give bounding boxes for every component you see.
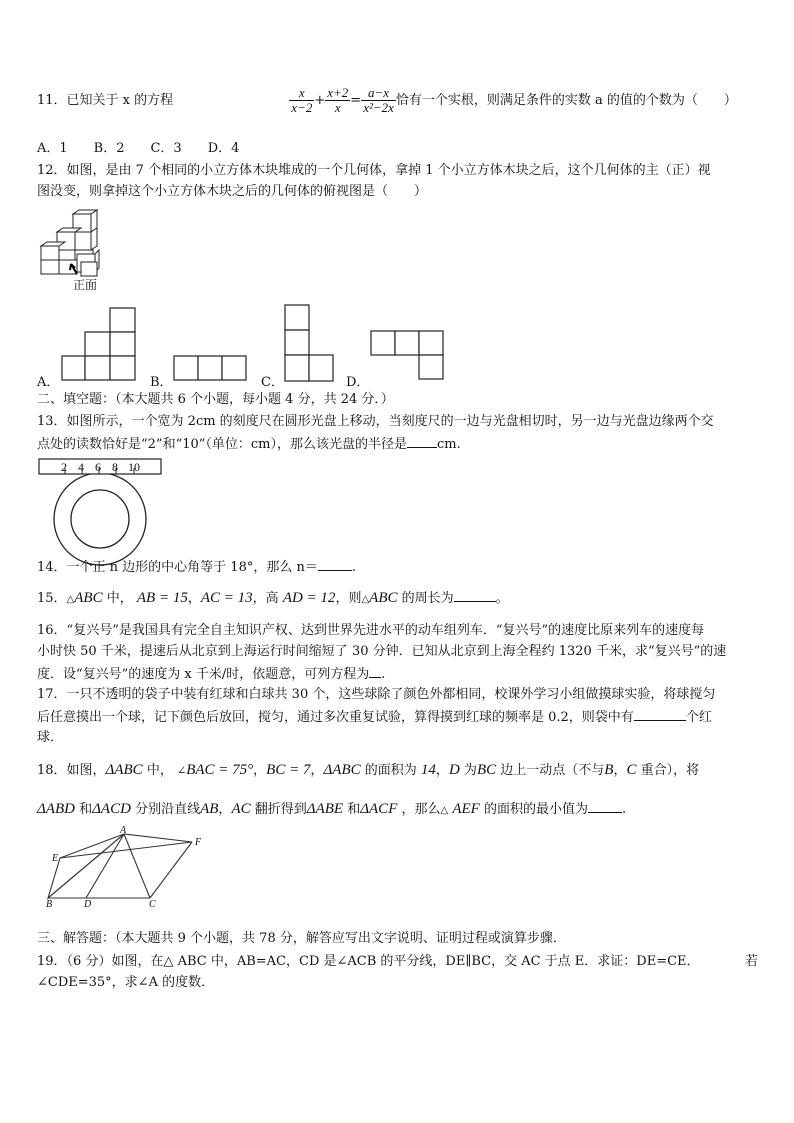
option-c-top-view (283, 303, 339, 383)
section-2-heading: 二、填空题：（本大题共 6 个小题，每小题 4 分，共 24 分．） (37, 392, 394, 407)
q17-line2: 后任意摸出一个球，记下颜色后放回，搅匀，通过多次重复试验，算得摸到红球的频率是 0.2，则袋中有 个红 (37, 707, 712, 727)
q11-prefix: 11．已知关于 x 的方程 (37, 93, 174, 108)
q14-line: 14．一个正 n 边形的中心角等于 18°，那么 n＝ . (37, 557, 356, 577)
answer-blank (634, 707, 686, 721)
ruler-label-4: 4 (78, 460, 84, 474)
q11-suffix: 恰有一个实根，则满足条件的实数 a 的值的个数为（ ） (395, 93, 737, 108)
q16-line2: 小时快 50 千米，提速后从北京到上海运行时间缩短了 30 分钟．已知从北京到上海全程约 1320 千米，求“复兴号”的速 (37, 644, 727, 659)
option-c-label: C． (261, 375, 284, 390)
ruler-label-8: 8 (112, 460, 118, 474)
point-f: F (195, 837, 202, 848)
point-b: B (46, 899, 53, 910)
ruler-label-10: 10 (128, 460, 140, 474)
q18-line2: ΔABD 和ΔACD 分别沿直线AB，AC 翻折得到ΔABE 和ΔACF ，那么△ AEF 的面积的最小值为 . (37, 801, 627, 817)
answer-blank (454, 588, 496, 602)
q16-line1: 16．“复兴号”是我国具有完全自主知识产权、达到世界先进水平的动车组列车．“复兴号”的速度比原来列车的速度每 (37, 623, 705, 638)
option-a-top-view (60, 306, 140, 382)
q11-fraction-2: $\frac{x+2}{x}$ (327, 85, 349, 115)
q19-line1: 19．（6 分）如图，在△ ABC 中，AB=AC，CD 是∠ACB 的平分线，DE∥BC，交 AC 于点 E．求证：DE=CE． (37, 954, 700, 969)
q11-equation-line (37, 86, 737, 115)
ruler-and-disc-figure (37, 459, 167, 569)
plus-sign: + (314, 93, 326, 108)
q11-fraction-1: $\frac{x}{x-2}$ (291, 85, 313, 115)
q11-options: A．1 B．2 C．3 D．4 (37, 141, 240, 156)
point-a: A (120, 825, 127, 836)
ruler-label-2: 2 (61, 460, 67, 474)
answer-blank (369, 664, 381, 678)
q19-line1-right: 若 (745, 954, 759, 969)
q18-triangle-figure (42, 825, 222, 910)
front-label: 正面 (73, 278, 98, 292)
ruler-label-6: 6 (95, 460, 101, 474)
q17-line1: 17．一只不透明的袋子中装有红球和白球共 30 个，这些球除了颜色外都相同，校课外学习小组做摸球实验，将球搅匀 (37, 687, 716, 702)
q19-line2: ∠CDE=35°，求∠A 的度数． (37, 975, 215, 990)
q13-line2: 点处的读数恰好是“2”和“10”（单位：cm），那么该光盘的半径是 cm. (37, 434, 461, 454)
q18-line1: 18．如图，ΔABC 中， ∠BAC = 75°，BC = 7，ΔABC 的面积为 14，D 为BC 边上一动点（不与B，C 重合），将 (37, 762, 700, 778)
q11-fraction-3: $\frac{a-x}{\text{x²−2x}}$ (363, 85, 394, 115)
option-b-top-view (172, 354, 248, 382)
answer-blank (588, 799, 622, 813)
point-d: D (84, 899, 92, 910)
answer-blank (407, 434, 437, 448)
point-c: C (149, 899, 156, 910)
q16-line3: 度．设“复兴号”的速度为 x 千米/时，依题意，可列方程为 . (37, 664, 385, 684)
q15-line: 15．△ABC 中， AB = 15，AC = 13，高 AD = 12，则△ABC 的周长为 。 (37, 590, 509, 606)
answer-blank (318, 557, 352, 571)
option-a-label: A． (37, 375, 60, 390)
point-e: E (52, 853, 59, 864)
section-3-heading: 三、解答题：（本大题共 9 个小题，共 78 分，解答应写出文字说明、证明过程或演算步骤． (37, 931, 566, 946)
q13-line1: 13．如图所示，一个宽为 2cm 的刻度尺在圆形光盘上移动，当刻度尺的一边与光盘相切时，另一边与光盘边缘两个交 (37, 414, 714, 429)
option-d-top-view (369, 329, 445, 383)
q17-line3: 球． (37, 730, 64, 745)
option-b-label: B． (150, 375, 173, 390)
q12-line1: 12．如图，是由 7 个相同的小立方体木块堆成的一个几何体，拿掉 1 个小立方体木块之后，这个几何体的主（正）视 (37, 163, 711, 178)
equals-sign: = (350, 93, 362, 108)
q12-line2: 图没变，则拿掉这个小立方体木块之后的几何体的俯视图是（ ） (37, 184, 428, 199)
option-d-label: D． (346, 375, 370, 390)
